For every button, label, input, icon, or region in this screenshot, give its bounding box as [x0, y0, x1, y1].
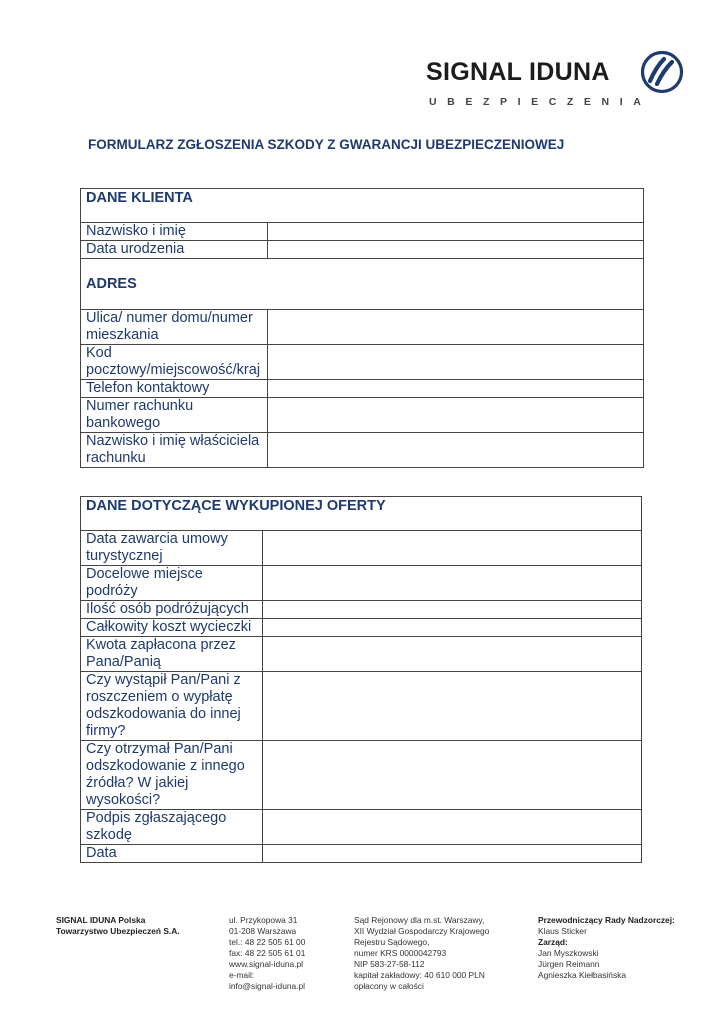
- form-field-value[interactable]: [268, 345, 644, 380]
- form-field-value[interactable]: [268, 433, 644, 468]
- form-row: [81, 310, 644, 345]
- client-section-header: DANE KLIENTA: [81, 189, 644, 223]
- client-field-label: Data urodzenia: [81, 241, 268, 259]
- form-row: [81, 672, 642, 741]
- brand-subtitle: UBEZPIECZENIA: [429, 96, 652, 108]
- form-row: [81, 433, 644, 468]
- footer-board: [538, 915, 675, 981]
- form-row: [81, 741, 642, 810]
- form-row: [81, 810, 642, 845]
- form-row: [81, 619, 642, 637]
- footer-registry: [354, 915, 489, 992]
- footer-line: Jürgen Reimann: [538, 959, 600, 969]
- offer-field-label: Data zawarcia umowy turystycznej: [81, 531, 263, 566]
- footer-line: XII Wydział Gospodarczy Krajowego: [354, 926, 490, 936]
- form-title: FORMULARZ ZGŁOSZENIA SZKODY Z GWARANCJI UBEZPIECZENIOWEJ: [88, 137, 565, 152]
- offer-field-label: Ilość osób podróżujących: [81, 601, 263, 619]
- form-field-value[interactable]: [268, 310, 644, 345]
- footer-line: NIP 583-27-58-112: [354, 959, 425, 969]
- footer-line: Rejestru Sądowego,: [354, 937, 430, 947]
- footer-line: 01-208 Warszawa: [229, 926, 297, 936]
- client-field-label: Kod pocztowy/miejscowość/kraj: [81, 345, 268, 380]
- footer-line: kapitał zakładowy: 40 610 000 PLN: [354, 970, 485, 980]
- footer-line: Zarząd:: [538, 937, 568, 947]
- client-field-label: Numer rachunku bankowego: [81, 398, 268, 433]
- offer-field-label: Podpis zgłaszającego szkodę: [81, 810, 263, 845]
- client-data-table: [80, 188, 644, 468]
- offer-field-label: Docelowe miejsce podróży: [81, 566, 263, 601]
- footer-line: Przewodniczący Rady Nadzorczej:: [538, 915, 675, 925]
- offer-field-label: Całkowity koszt wycieczki: [81, 619, 263, 637]
- form-field-value[interactable]: [263, 619, 642, 637]
- offer-data-table: [80, 496, 642, 863]
- footer-line: Agnieszka Kiełbasińska: [538, 970, 626, 980]
- client-section-header-row: [81, 189, 644, 223]
- form-field-value[interactable]: [268, 380, 644, 398]
- offer-field-label: Czy otrzymał Pan/Pani odszkodowanie z innego źródła? W jakiej wysokości?: [81, 741, 263, 810]
- form-row: [81, 380, 644, 398]
- form-field-value[interactable]: [263, 601, 642, 619]
- form-field-value[interactable]: [268, 241, 644, 259]
- form-row: [81, 398, 644, 433]
- footer-line: Jan Myszkowski: [538, 948, 599, 958]
- offer-section-header: DANE DOTYCZĄCE WYKUPIONEJ OFERTY: [81, 497, 642, 531]
- offer-field-label: Data: [81, 845, 263, 863]
- form-row: [81, 223, 644, 241]
- client-field-label: Telefon kontaktowy: [81, 380, 268, 398]
- signal-iduna-logo-icon: [640, 50, 684, 94]
- footer-line: www.signal-iduna.pl: [229, 959, 304, 969]
- footer-line: numer KRS 0000042793: [354, 948, 447, 958]
- form-row: [81, 601, 642, 619]
- footer-line: Sąd Rejonowy dla m.st. Warszawy,: [354, 915, 485, 925]
- form-field-value[interactable]: [263, 845, 642, 863]
- client-field-label: Ulica/ numer domu/numer mieszkania: [81, 310, 268, 345]
- footer-line: Towarzystwo Ubezpieczeń S.A.: [56, 926, 180, 936]
- footer-line: e-mail:: [229, 970, 255, 980]
- form-row: [81, 345, 644, 380]
- brand-logo: [426, 50, 688, 112]
- footer-line: info@signal-iduna.pl: [229, 981, 306, 991]
- form-row: [81, 845, 642, 863]
- footer-line: tel.: 48 22 505 61 00: [229, 937, 306, 947]
- form-row: [81, 566, 642, 601]
- form-field-value[interactable]: [263, 810, 642, 845]
- offer-section-header-row: [81, 497, 642, 531]
- footer-line: SIGNAL IDUNA Polska: [56, 915, 146, 925]
- form-row: [81, 637, 642, 672]
- offer-field-label: Czy wystąpił Pan/Pani z roszczeniem o wypłatę odszkodowania do innej firmy?: [81, 672, 263, 741]
- form-field-value[interactable]: [263, 531, 642, 566]
- form-field-value[interactable]: [263, 637, 642, 672]
- form-row: [81, 241, 644, 259]
- brand-name: SIGNAL IDUNA: [426, 58, 610, 86]
- client-field-label: Nazwisko i imię: [81, 223, 268, 241]
- form-field-value[interactable]: [263, 741, 642, 810]
- client-field-label: Nazwisko i imię właściciela rachunku: [81, 433, 268, 468]
- address-header-row: [81, 259, 644, 310]
- footer-line: fax: 48 22 505 61 01: [229, 948, 306, 958]
- footer-company: [56, 915, 180, 937]
- footer-contact: [229, 915, 305, 992]
- footer-line: ul. Przykopowa 31: [229, 915, 298, 925]
- form-field-value[interactable]: [263, 566, 642, 601]
- footer-line: opłacony w całości: [354, 981, 424, 991]
- offer-field-label: Kwota zapłacona przez Pana/Panią: [81, 637, 263, 672]
- address-header: ADRES: [81, 259, 644, 310]
- form-field-value[interactable]: [268, 398, 644, 433]
- form-row: [81, 531, 642, 566]
- form-field-value[interactable]: [263, 672, 642, 741]
- form-field-value[interactable]: [268, 223, 644, 241]
- footer-line: Klaus Sticker: [538, 926, 587, 936]
